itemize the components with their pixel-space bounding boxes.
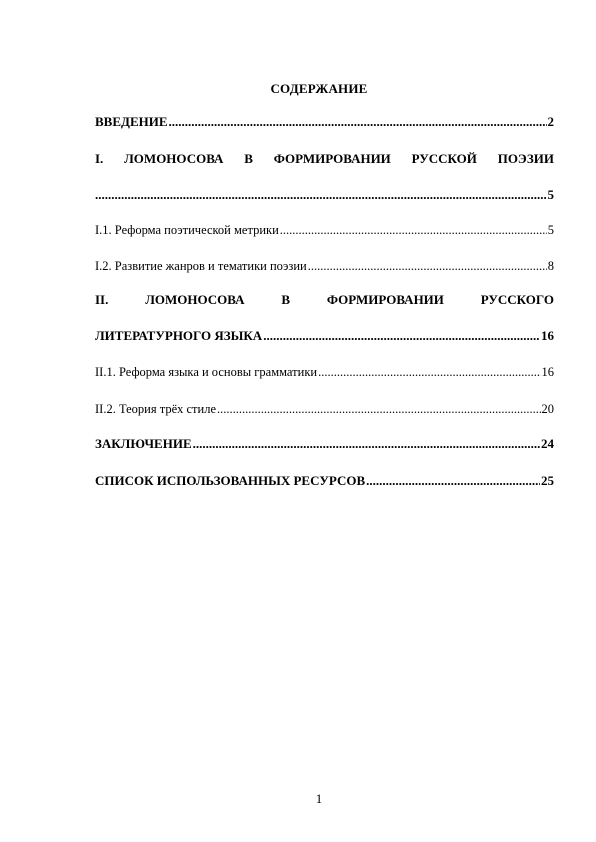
- toc-leader-dots: [280, 222, 547, 238]
- toc-entry-section-2-1[interactable]: [95, 364, 554, 380]
- toc-entry-conclusion[interactable]: [95, 436, 554, 452]
- toc-chapter2-word: В: [281, 292, 291, 307]
- toc-entry-section-2-2[interactable]: [95, 401, 554, 417]
- toc-chapter2-word: ЛОМОНОСОВА: [145, 292, 245, 307]
- page-number: 1: [315, 791, 323, 806]
- toc-entry-label: II.1. Реформа языка и основы грамматики: [95, 365, 318, 379]
- toc-entry-chapter2[interactable]: [95, 292, 554, 344]
- toc-chapter1-word: ЛОМОНОСОВА: [124, 151, 224, 166]
- toc-entry-page: 16: [541, 328, 554, 343]
- toc-leader-dots: [193, 436, 540, 452]
- toc-leader-dots: [263, 328, 540, 344]
- toc-entry-page: 8: [547, 259, 554, 273]
- toc-entry-page: 5: [547, 223, 554, 237]
- toc-entry-page: 24: [541, 436, 554, 451]
- toc-entry-references[interactable]: [95, 473, 554, 489]
- toc-entry-section-1-2[interactable]: [95, 258, 554, 274]
- toc-chapter2-word: ФОРМИРОВАНИИ: [326, 292, 444, 307]
- toc-chapter2-word: II.: [95, 292, 109, 307]
- toc-entry-page: 25: [541, 473, 554, 488]
- toc-entry-label: ВВЕДЕНИЕ: [95, 114, 168, 129]
- toc-leader-dots: [217, 401, 541, 417]
- toc-chapter1-word: РУССКОЙ: [411, 151, 477, 166]
- toc-entry-label: I.1. Реформа поэтической метрики: [95, 223, 279, 237]
- toc-entry-chapter1[interactable]: [95, 151, 554, 203]
- toc-entry-page: 5: [547, 187, 554, 202]
- toc-entry-label: СПИСОК ИСПОЛЬЗОВАННЫХ РЕСУРСОВ: [95, 473, 366, 488]
- toc-entry-page: 2: [547, 114, 554, 129]
- toc-leader-dots: [95, 187, 547, 203]
- toc-chapter1-word: ФОРМИРОВАНИИ: [273, 151, 391, 166]
- toc-entry-section-1-1[interactable]: [95, 222, 554, 238]
- toc-entry-page: 20: [541, 402, 554, 416]
- toc-entry-page: 16: [541, 365, 554, 379]
- toc-entry-intro[interactable]: [95, 114, 554, 130]
- toc-entry-label: ЛИТЕРАТУРНОГО ЯЗЫКА: [95, 328, 263, 343]
- toc-entry-label: II.2. Теория трёх стиле: [95, 402, 216, 416]
- page-title: СОДЕРЖАНИЕ: [270, 81, 368, 96]
- toc-leader-dots: [318, 364, 540, 380]
- toc-entry-label: ЗАКЛЮЧЕНИЕ: [95, 436, 192, 451]
- toc-chapter1-word: ПОЭЗИИ: [497, 151, 554, 166]
- toc-leader-dots: [169, 114, 547, 130]
- toc-chapter1-word: I.: [95, 151, 104, 166]
- toc-chapter1-word: В: [244, 151, 253, 166]
- toc-leader-dots: [366, 473, 540, 489]
- toc-chapter2-word: РУССКОГО: [480, 292, 554, 307]
- toc-leader-dots: [308, 258, 547, 274]
- toc-entry-label: I.2. Развитие жанров и тематики поэзии: [95, 259, 307, 273]
